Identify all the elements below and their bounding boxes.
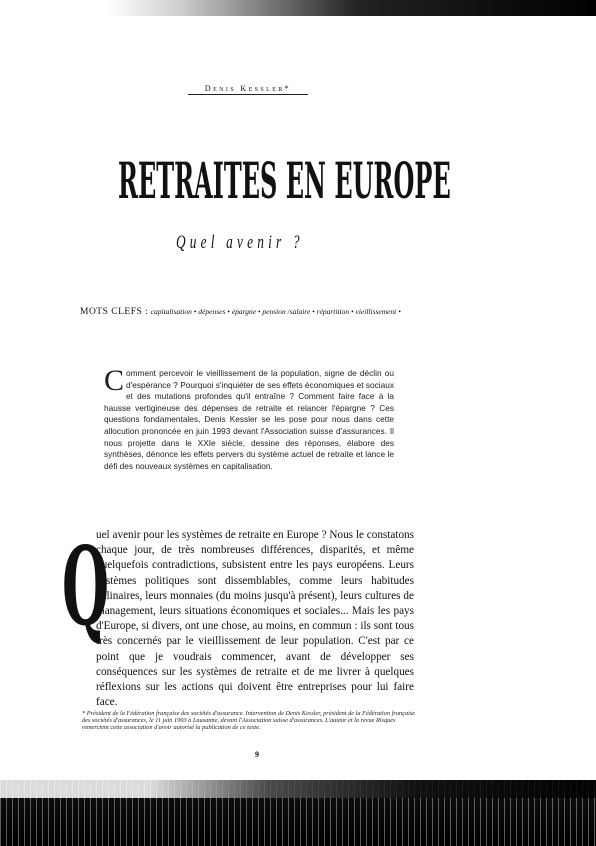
- scan-edge-bottom: [0, 780, 596, 846]
- author-name: Denis Kessler*: [188, 84, 308, 95]
- body-paragraph: uel avenir pour les systèmes de retraite en Europe ? Nous le constatons chaque jour, de très nombreuses différences, disparités, et même quelquefois contradictions, subsistent entre les pays européens. Leurs systèmes politiques sont dissemblables, comme leurs habitudes culinaires, leurs monnaies (du moins jusqu'à présent), leurs cultures de management, leurs situations économiques et sociales... Mais les pays d'Europe, si divers, ont une chose, au moins, en commun : ils sont tous très concernés par le vieillissement de leur population. C'est par ce point que je voudrais commencer, avant de développer ses conséquences sur les systèmes de retraite et de me livrer à quelques réflexions sur les actions qui doivent être entreprises pour lui faire face.: [96, 529, 414, 709]
- abstract-dropcap: C: [104, 364, 125, 397]
- abstract-text: omment percevoir le vieillissement de la population, signe de déclin ou d'espérance ? Pourquoi s'inquiéter de ses effets économiques et sociaux et des mutations profondes qu'il entraîne ? Comment faire face à la hausse vertigineuse des dépenses de retraite et relancer l'épargne ? Ces questions fondamentales, Denis Kessler se les pose pour nous dans cette allocution prononcée en juin 1993 devant l'Association suisse d'assurances. Il nous projette dans le XXIe siècle, dessine des réponses, élabore des synthèses, dénonce les effets pervers du système actuel de retraite et lance le défi des nouveaux systèmes en capitalisation.: [104, 368, 394, 471]
- abstract: [104, 364, 394, 472]
- body-dropcap: Q: [62, 524, 110, 650]
- page-title: RETRAITES EN EUROPE: [118, 151, 451, 210]
- footnote-text: Président de la Fédération française des sociétés d'assurance. Intervention de Denis Kessler, président de la Fédération française des sociétés d'assurances, le 11 juin 1993 à Lausanne, devant l'Association suisse d'assurances. L'auteur et la revue Risques remercient cette association d'avoir autorisé la publication de ce texte.: [82, 710, 416, 732]
- scan-edge-top: [0, 0, 596, 16]
- page-title-block: [118, 151, 451, 212]
- footnote-marker: *: [82, 710, 86, 717]
- keywords-list: capitalisation • dépenses • épargne • pension /salaire • répartition • vieillissement •: [150, 307, 401, 316]
- page-subtitle: Quel avenir ?: [176, 232, 304, 253]
- keywords: [80, 306, 420, 318]
- keywords-label: MOTS CLEFS :: [80, 307, 149, 317]
- footnote: [82, 710, 418, 732]
- page-number: 9: [255, 750, 259, 759]
